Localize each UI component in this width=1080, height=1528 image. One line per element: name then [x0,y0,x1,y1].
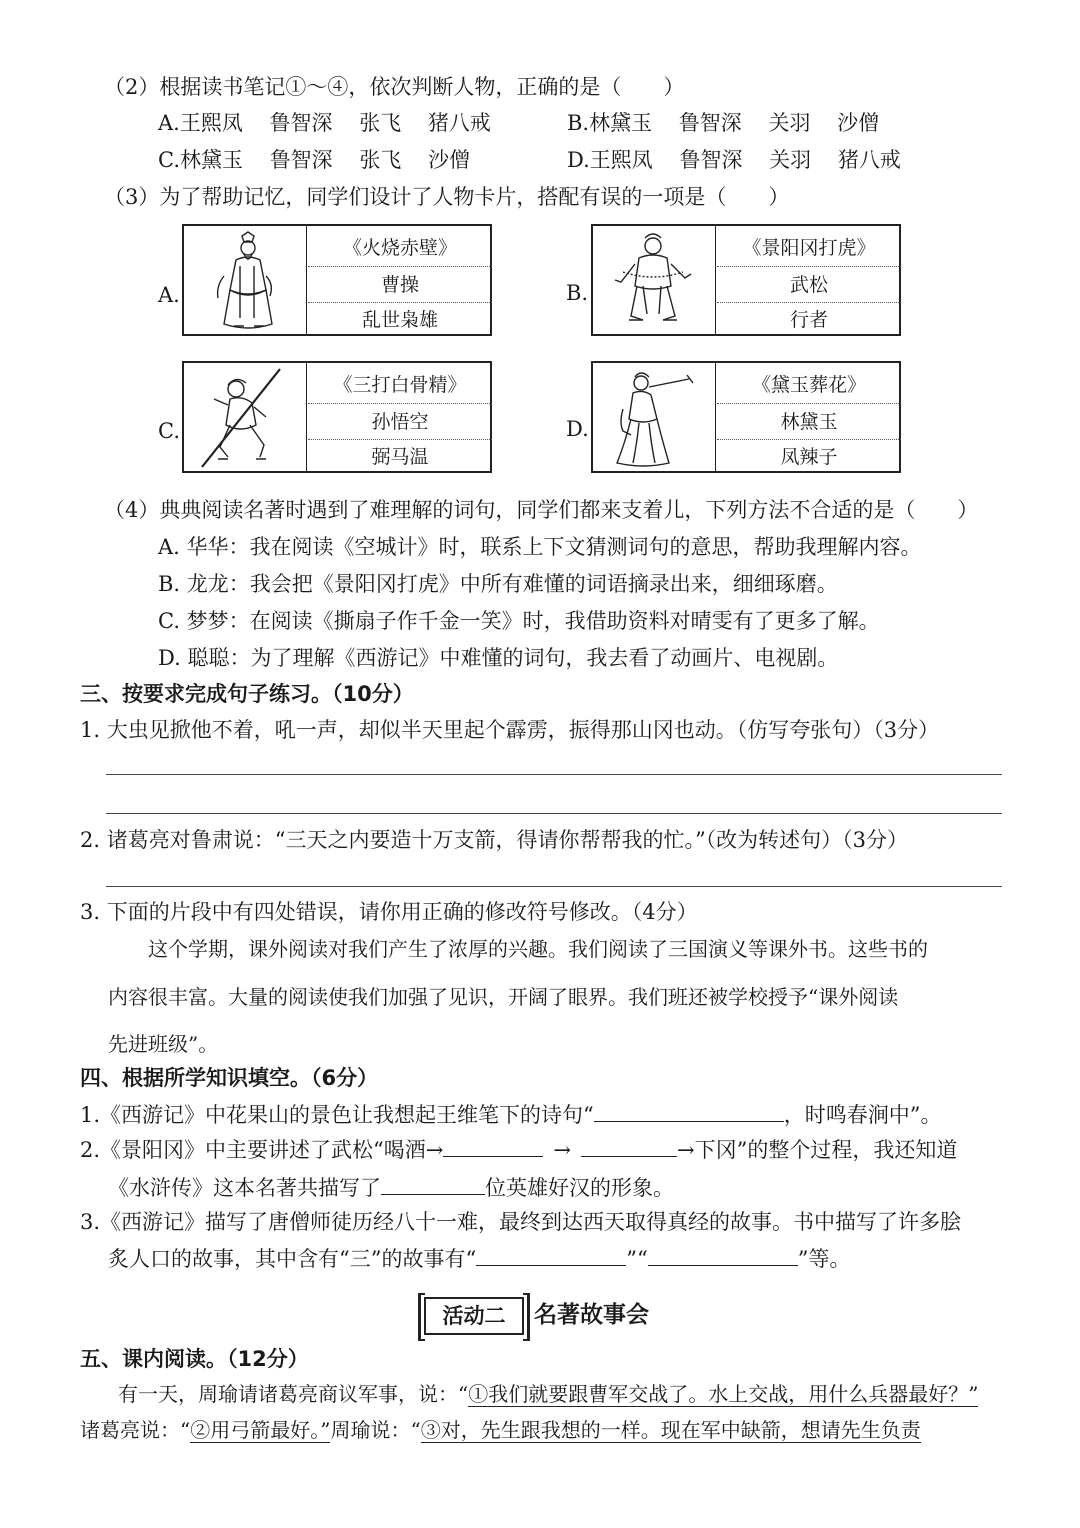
q2-option-c[interactable] [158,145,470,175]
option-label: B. [567,111,590,135]
option-item: 张飞 [359,111,402,135]
passage-line: 内容很丰富。大量的阅读使我们加强了见识，开阔了眼界。我们班还被学校授予“课外阅读 [108,985,899,1009]
passage-line: 先进班级”。 [108,1032,219,1056]
option-item: 关羽 [768,111,811,135]
q4-option-d[interactable]: D. 聪聪：为了理解《西游记》中难懂的词句，我去看了动画片、电视剧。 [158,646,839,670]
answer-line[interactable] [106,886,1002,887]
option-item: 林黛玉 [589,111,653,135]
fill-blank[interactable] [476,1243,626,1266]
card-d-label: D. [566,417,589,441]
card-b[interactable] [591,224,901,336]
fill-blank[interactable] [581,1134,677,1157]
q4-option-b[interactable]: B. 龙龙：我会把《景阳冈打虎》中所有难懂的词语摘录出来，细细琢磨。 [158,572,838,596]
q2-option-b[interactable] [567,108,879,138]
option-item: 关羽 [769,148,812,172]
option-item: 沙僧 [837,111,880,135]
fill-blank[interactable] [443,1134,543,1157]
option-item: 王熙凤 [179,111,243,135]
sec4-question-2-cont [108,1172,674,1203]
caocao-figure-illustration [184,226,307,334]
card-b-label: B. [566,281,589,305]
option-item: 猪八戒 [427,111,491,135]
activity-title: 名著故事会 [534,1302,649,1328]
underlined-sentence: ②用弓箭最好。” [190,1418,331,1442]
q2-arrow: → [553,1138,571,1162]
underlined-sentence: ③对，先生跟我想的一样。现在军中缺箭，想请先生负责 [420,1418,921,1442]
section-4-title: 四、根据所学知识填空。（6分） [80,1066,379,1090]
reading-text: 诸葛亮说：“ [80,1418,191,1442]
q2-stem: （2）根据读书笔记①～④，依次判断人物，正确的是（ ） [104,75,685,99]
sec4-question-2 [80,1134,957,1165]
card-d[interactable] [591,361,901,473]
card-name: 林黛玉 [717,405,901,440]
card-name: 武松 [717,268,901,303]
card-trait: 行者 [789,309,828,331]
q1-text: 1.《西游记》中花果山的景色让我想起王维笔下的诗句“ [80,1103,594,1127]
answer-line[interactable] [106,774,1002,775]
q4-option-c[interactable]: C. 梦梦：在阅读《撕扇子作千金一笑》时，我借助资料对晴雯有了更多了解。 [158,609,880,633]
daiyu-figure-illustration [593,363,716,471]
option-label: C. [158,148,180,172]
option-label: A. [158,111,180,135]
sec4-question-3: 3.《西游记》描写了唐僧师徒历经八十一难，最终到达西天取得真经的故事。书中描写了许多脍 [80,1210,962,1234]
section-3-title: 三、按要求完成句子练习。（10分） [80,682,414,706]
q3-text: ”“ [626,1247,648,1271]
q3-stem: （3）为了帮助记忆，同学们设计了人物卡片，搭配有误的一项是（ ） [104,185,790,209]
option-item: 猪八戒 [837,148,901,172]
card-name: 孙悟空 [308,405,492,440]
sunwukong-figure-illustration [184,363,307,471]
card-c[interactable] [182,361,492,473]
card-name: 曹操 [308,268,492,303]
option-label: D. [567,148,590,172]
section-5-title: 五、课内阅读。（12分） [80,1347,309,1371]
sec3-question-3: 3. 下面的片段中有四处错误，请你用正确的修改符号修改。（4分） [80,900,698,924]
card-story: 《景阳冈打虎》 [717,230,901,267]
reading-line-1 [118,1379,978,1409]
fill-blank[interactable] [648,1243,798,1266]
sec3-question-2: 2. 诸葛亮对鲁肃说：“三天之内要造十万支箭，得请你帮帮我的忙。”（改为转述句）（3分） [80,828,909,852]
option-item: 沙僧 [428,148,471,172]
sec4-question-3-cont [108,1243,850,1274]
option-item: 鲁智深 [679,148,743,172]
card-trait: 凤辣子 [780,446,838,468]
reading-text: 有一天，周瑜请诸葛亮商议军事，说：“ [118,1382,469,1406]
option-item: 鲁智深 [678,111,742,135]
q2-option-a[interactable] [158,108,491,138]
passage-line: 这个学期，课外阅读对我们产生了浓厚的兴趣。我们阅读了三国演义等课外书。这些书的 [148,937,928,961]
answer-line[interactable] [106,813,1002,814]
option-item: 林黛玉 [180,148,243,172]
fill-blank[interactable] [594,1099,784,1122]
underlined-sentence: ①我们就要跟曹军交战了。水上交战，用什么兵器最好？” [468,1382,979,1406]
activity-tag: 活动二 [424,1297,524,1335]
card-story: 《黛玉葬花》 [717,367,901,404]
option-item: 王熙凤 [589,148,653,172]
option-item: 鲁智深 [269,111,333,135]
card-trait: 弼马温 [371,446,429,468]
q2-text: 位英雄好汉的形象。 [485,1176,674,1200]
fill-blank[interactable] [381,1172,485,1195]
q1-text: ，时鸣春涧中”。 [783,1103,942,1127]
option-item: 鲁智深 [269,148,333,172]
sec3-question-1: 1. 大虫见掀他不着，吼一声，却似半天里起个霹雳，振得那山冈也动。（仿写夸张句）（3分） [80,718,940,742]
q3-text: ”等。 [797,1247,851,1271]
reading-text: 周瑜说：“ [330,1418,421,1442]
card-a-label: A. [158,283,180,307]
card-story: 《三打白骨精》 [308,367,492,404]
q4-stem: （4）典典阅读名著时遇到了难理解的词句，同学们都来支着儿，下列方法不合适的是（ ） [104,498,979,522]
q2-text: 2.《景阳冈》中主要讲述了武松“喝酒→ [80,1138,444,1162]
wusong-figure-illustration [593,226,716,334]
card-story: 《火烧赤壁》 [308,230,492,267]
option-item: 张飞 [359,148,402,172]
reading-line-2 [80,1415,921,1445]
card-c-label: C. [158,419,180,443]
q4-option-a[interactable]: A. 华华：我在阅读《空城计》时，联系上下文猜测词句的意思，帮助我理解内容。 [158,535,922,559]
q2-text: →下冈”的整个过程，我还知道 [676,1138,958,1162]
q2-option-d[interactable] [567,145,901,175]
q3-text: 炙人口的故事，其中含有“三”的故事有“ [108,1247,477,1271]
q2-text: 《水浒传》这本名著共描写了 [108,1176,381,1200]
card-a[interactable] [182,224,492,336]
card-trait: 乱世枭雄 [361,309,438,331]
sec4-question-1 [80,1099,942,1130]
